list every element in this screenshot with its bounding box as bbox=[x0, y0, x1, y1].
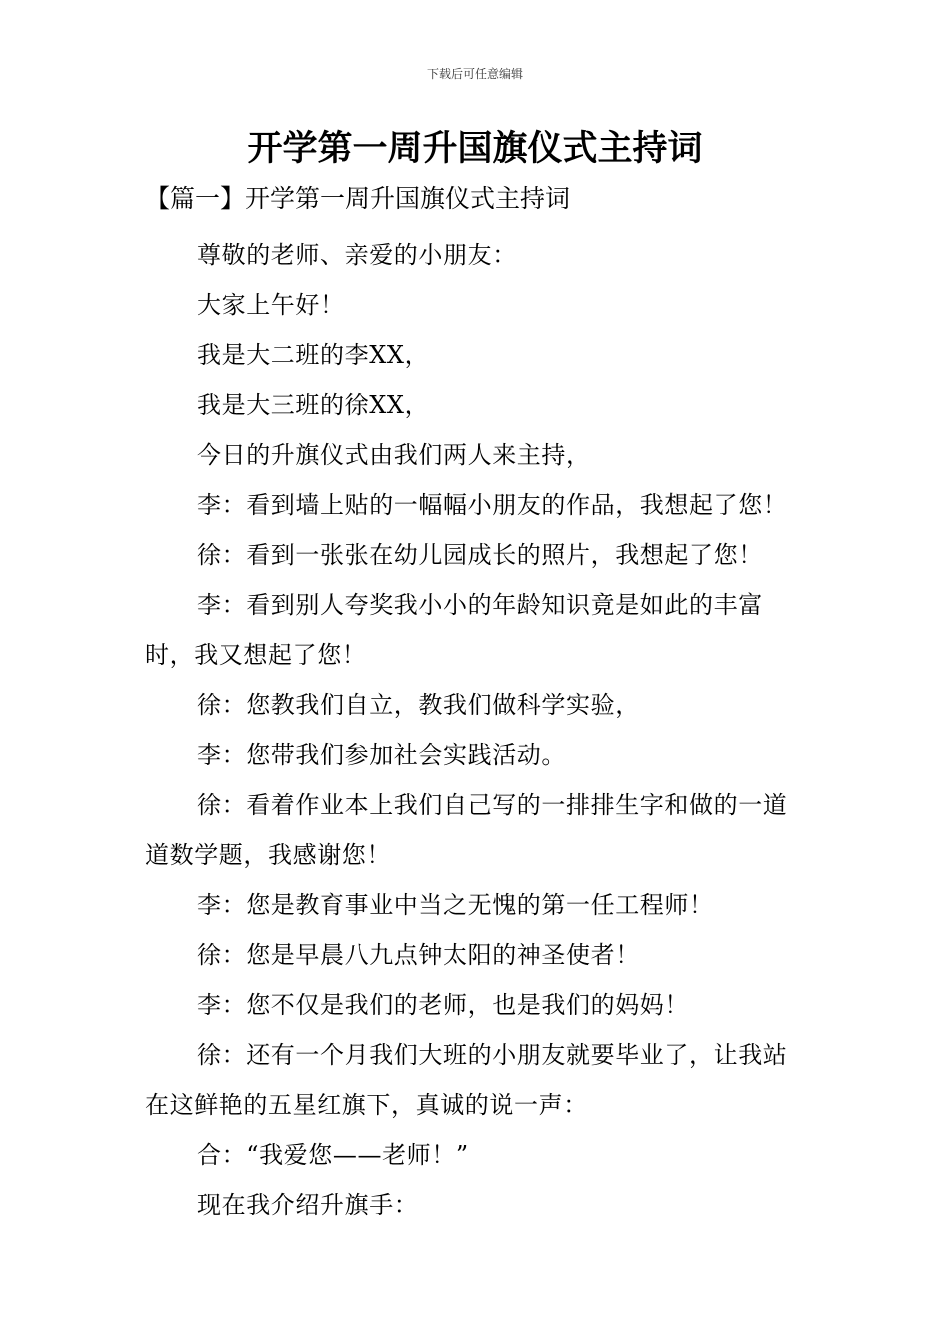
paragraph: 尊敬的老师、亲爱的小朋友： bbox=[197, 241, 517, 269]
paragraph: 李：您是教育事业中当之无愧的第一任工程师！ bbox=[197, 891, 714, 919]
paragraph: 徐：您是早晨八九点钟太阳的神圣使者！ bbox=[197, 941, 640, 969]
paragraph: 李：您带我们参加社会实践活动。 bbox=[197, 741, 566, 769]
document-title: 开学第一周升国旗仪式主持词 bbox=[247, 129, 703, 169]
paragraph: 徐：看到一张张在幼儿园成长的照片，我想起了您！ bbox=[197, 541, 763, 569]
paragraph: 李：您不仅是我们的老师，也是我们的妈妈！ bbox=[197, 991, 689, 1019]
paragraph: 徐：看着作业本上我们自己写的一排排生字和做的一道道数学题，我感谢您！ bbox=[145, 791, 788, 869]
paragraph: 徐：还有一个月我们大班的小朋友就要毕业了，让我站在这鲜艳的五星红旗下，真诚的说一声： bbox=[145, 1041, 788, 1119]
paragraph: 今日的升旗仪式由我们两人来主持， bbox=[197, 441, 591, 469]
paragraph: 大家上午好！ bbox=[197, 291, 345, 319]
paragraph: 我是大三班的徐XX， bbox=[197, 391, 430, 419]
paragraph: 李：看到别人夸奖我小小的年龄知识竟是如此的丰富时，我又想起了您！ bbox=[145, 591, 763, 669]
document-body bbox=[145, 230, 811, 1230]
paragraph: 我是大二班的李XX， bbox=[197, 341, 430, 369]
section-heading: 【篇一】开学第一周升国旗仪式主持词 bbox=[145, 184, 571, 213]
paragraph: 徐：您教我们自立，教我们做科学实验， bbox=[197, 691, 640, 719]
paragraph: 现在我介绍升旗手： bbox=[197, 1191, 419, 1219]
paragraph: 李：看到墙上贴的一幅幅小朋友的作品，我想起了您！ bbox=[197, 491, 788, 519]
header-note: 下载后可任意编辑 bbox=[426, 67, 523, 81]
paragraph: 合：“我爱您——老师！” bbox=[197, 1141, 469, 1169]
